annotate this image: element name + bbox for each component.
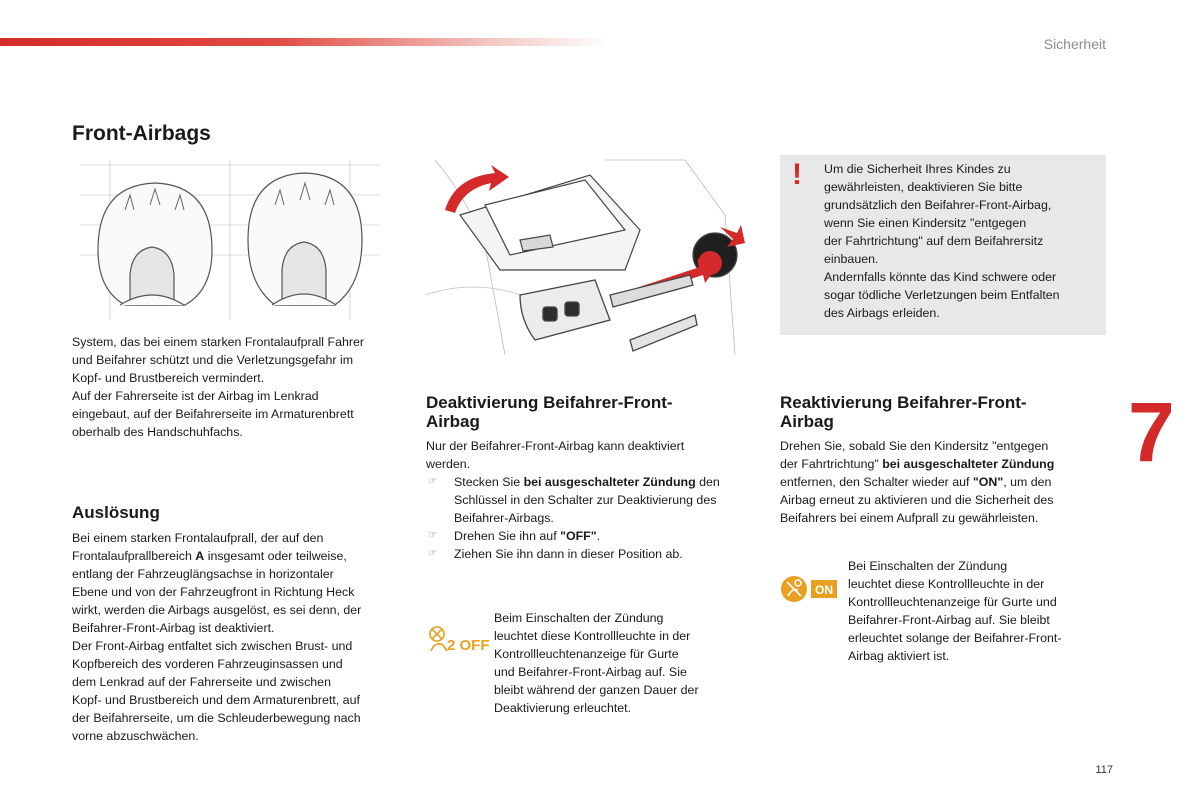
list-item <box>426 527 756 545</box>
warning-line: des Airbags erleiden. <box>824 306 940 320</box>
page-number: 117 <box>1095 764 1113 776</box>
bold-run: bei ausgeschalteter Zündung <box>882 457 1055 471</box>
heading-line: Airbag <box>780 412 834 431</box>
ausloesung-line: wirkt, werden die Airbags ausgelöst, es sei denn, der <box>72 603 362 617</box>
on-indicator-description <box>848 557 1103 665</box>
ausloesung-line: Kopf- und Brustbereich und dem Armaturenbrett, auf <box>72 693 360 707</box>
indicator-line: Airbag aktiviert ist. <box>848 649 950 663</box>
reaktivierung-line: Beifahrers bei einem Aufprall zu gewährleisten. <box>780 511 1039 525</box>
indicator-line: und Beifahrer-Front-Airbag auf. Sie <box>494 665 687 679</box>
ausloesung-line: vorne abzuschwächen. <box>72 729 199 743</box>
indicator-line: bleibt während der ganzen Dauer der <box>494 683 699 697</box>
intro-line: System, das bei einem starken Frontalaufprall Fahrer <box>72 335 364 349</box>
airbag-off-indicator-icon <box>427 625 489 655</box>
deaktivierung-steps <box>426 473 756 563</box>
reaktivierung-line <box>780 473 1110 491</box>
bullet-line: Schlüssel in den Schalter zur Deaktivierung des <box>454 493 717 507</box>
ausloesung-line: Bei einem starken Frontalaufprall, der auf den <box>72 531 324 545</box>
warning-line: der Fahrtrichtung" auf dem Beifahrersitz <box>824 234 1044 248</box>
deaktivierung-line: werden. <box>426 457 471 471</box>
ausloesung-paragraph <box>72 529 402 745</box>
heading-line: Airbag <box>426 412 480 431</box>
indicator-line: Deaktivierung erleuchtet. <box>494 701 632 715</box>
chapter-number: 7 <box>1128 385 1175 479</box>
text-run: Frontalaufprallbereich <box>72 549 196 563</box>
text-run: insgesamt oder teilweise, <box>204 549 347 563</box>
reaktivierung-line <box>780 455 1110 473</box>
section-title: Sicherheit <box>1043 36 1106 52</box>
deaktivierung-line: Nur der Beifahrer-Front-Airbag kann deaktiviert <box>426 439 685 453</box>
ausloesung-line: Ebene und von der Fahrzeugfront in Richtung Heck <box>72 585 355 599</box>
text-run: den <box>695 475 720 489</box>
text-run: Drehen Sie ihn auf <box>454 529 561 543</box>
indicator-line: Beim Einschalten der Zündung <box>494 611 664 625</box>
key-switch-illustration <box>425 155 745 365</box>
intro-line: Kopf- und Brustbereich vermindert. <box>72 371 265 385</box>
text-run: Ziehen Sie ihn dann in dieser Position ab. <box>454 547 683 561</box>
ausloesung-line: Kopfbereich des vorderen Fahrzeuginsassen und <box>72 657 343 671</box>
warning-exclamation-icon: ! <box>792 158 802 191</box>
text-run: der Fahrtrichtung" <box>780 457 883 471</box>
reaktivierung-heading <box>780 393 1110 431</box>
heading-line: Deaktivierung Beifahrer-Front- <box>426 393 673 412</box>
deaktivierung-paragraph <box>426 437 756 563</box>
off-indicator-description <box>494 609 744 717</box>
text-run: entfernen, den Schalter wieder auf <box>780 475 973 489</box>
bold-run: "OFF" <box>560 529 597 543</box>
reaktivierung-paragraph <box>780 437 1110 527</box>
intro-paragraph <box>72 333 402 441</box>
warning-line: sogar tödliche Verletzungen beim Entfalten <box>824 288 1060 302</box>
indicator-line: erleuchtet solange der Beifahrer-Front- <box>848 631 1062 645</box>
ausloesung-line: entlang der Fahrzeuglängsachse in horizontaler <box>72 567 334 581</box>
text-run: . <box>596 529 601 543</box>
warning-text <box>824 160 1099 322</box>
ausloesung-line: dem Lenkrad auf der Fahrerseite und zwischen <box>72 675 331 689</box>
bullet-line: Beifahrer-Airbags. <box>454 511 554 525</box>
indicator-line: Kontrollleuchtenanzeige für Gurte <box>494 647 679 661</box>
intro-line: oberhalb des Handschuhfachs. <box>72 425 243 439</box>
ausloesung-heading: Auslösung <box>72 503 160 522</box>
indicator-line: leuchtet diese Kontrollleuchte in der <box>848 577 1045 591</box>
deaktivierung-heading <box>426 393 756 431</box>
ausloesung-line <box>72 547 402 565</box>
bold-run: "ON" <box>972 475 1004 489</box>
heading-line: Reaktivierung Beifahrer-Front- <box>780 393 1027 412</box>
indicator-line: Bei Einschalten der Zündung <box>848 559 1008 573</box>
warning-line: grundsätzlich den Beifahrer-Front-Airbag, <box>824 198 1052 212</box>
indicator-label: 2 OFF <box>447 637 489 654</box>
indicator-line: leuchtet diese Kontrollleuchte in der <box>494 629 691 643</box>
text-run: , um den <box>1003 475 1052 489</box>
indicator-line: Kontrollleuchtenanzeige für Gurte und <box>848 595 1057 609</box>
bullet-marker: ☞ <box>428 476 437 487</box>
airbag-deployment-illustration <box>70 155 390 325</box>
bullet-marker: ☞ <box>428 530 437 541</box>
reaktivierung-line: Airbag erneut zu aktivieren und die Sicherheit des <box>780 493 1054 507</box>
bold-run: bei ausgeschalteter Zündung <box>523 475 696 489</box>
reaktivierung-line: Drehen Sie, sobald Sie den Kindersitz "entgegen <box>780 439 1049 453</box>
page-title: Front-Airbags <box>72 122 211 145</box>
airbag-on-indicator-icon <box>780 574 840 604</box>
ausloesung-line: Der Front-Airbag entfaltet sich zwischen Brust- und <box>72 639 353 653</box>
warning-line: gewährleisten, deaktivieren Sie bitte <box>824 180 1023 194</box>
bold-run: A <box>195 549 205 563</box>
intro-line: eingebaut, auf der Beifahrerseite im Armaturenbrett <box>72 407 354 421</box>
indicator-label: ON <box>815 583 833 597</box>
header-accent-bar <box>0 38 610 46</box>
warning-line: Um die Sicherheit Ihres Kindes zu <box>824 162 1011 176</box>
ausloesung-line: Beifahrer-Front-Airbag ist deaktiviert. <box>72 621 275 635</box>
warning-line: einbauen. <box>824 252 879 266</box>
text-run: Stecken Sie <box>454 475 524 489</box>
ausloesung-line: der Beifahrerseite, um die Schleuderbewegung nach <box>72 711 361 725</box>
indicator-line: Beifahrer-Front-Airbag auf. Sie bleibt <box>848 613 1050 627</box>
intro-line: Auf der Fahrerseite ist der Airbag im Lenkrad <box>72 389 319 403</box>
warning-line: wenn Sie einen Kindersitz "entgegen <box>824 216 1027 230</box>
list-item <box>426 545 756 563</box>
bullet-marker: ☞ <box>428 548 437 559</box>
intro-line: und Beifahrer schützt und die Verletzungsgefahr im <box>72 353 354 367</box>
list-item <box>426 473 756 527</box>
warning-line: Andernfalls könnte das Kind schwere oder <box>824 270 1057 284</box>
